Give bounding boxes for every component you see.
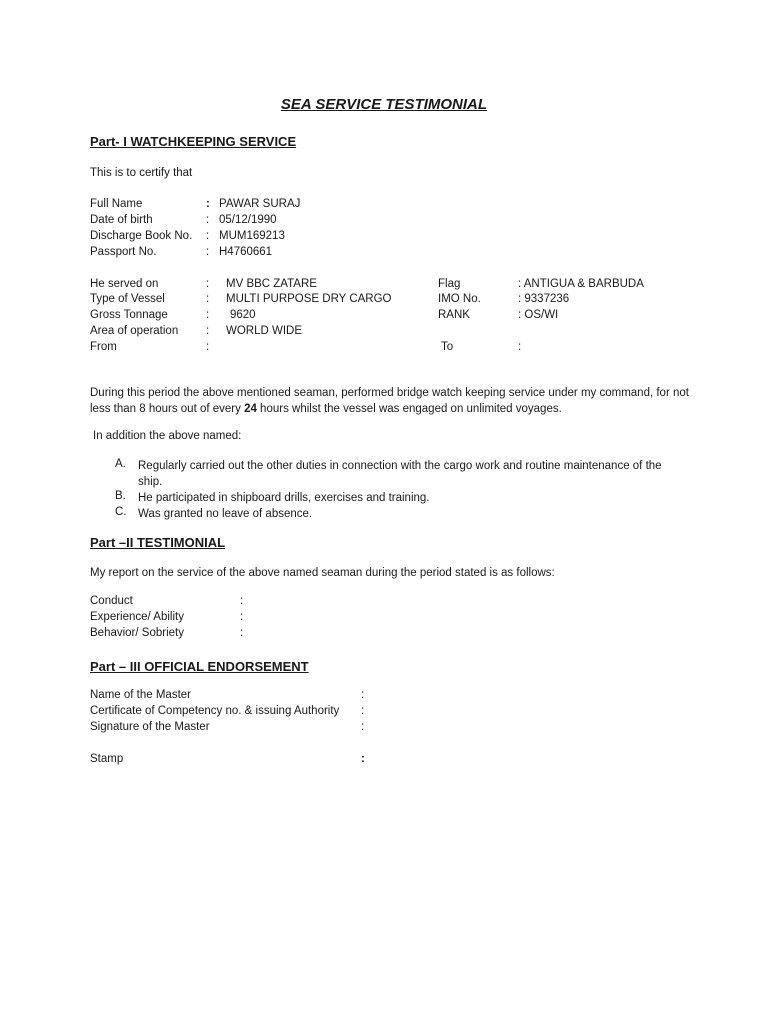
field-colon: : bbox=[361, 721, 365, 733]
field-label: Discharge Book No. bbox=[90, 230, 193, 242]
vessel-type-value: MULTI PURPOSE DRY CARGO bbox=[226, 293, 392, 305]
field-label: From bbox=[90, 341, 117, 353]
field-label: Conduct bbox=[90, 595, 133, 607]
document-title: SEA SERVICE TESTIMONIAL bbox=[280, 96, 488, 113]
dob-value: 05/12/1990 bbox=[219, 214, 277, 226]
to-value: : bbox=[518, 341, 522, 353]
list-item: Was granted no leave of absence. bbox=[138, 508, 313, 520]
field-label: To bbox=[441, 341, 454, 353]
statement-text: During this period the above mentioned seaman, performed bridge watch keeping service under my command, for not less than 8 hours out of every bbox=[90, 387, 689, 415]
field-label: IMO No. bbox=[438, 293, 481, 305]
field-colon: : bbox=[206, 198, 210, 210]
report-intro: My report on the service of the above named seaman during the period stated is as follows: bbox=[90, 567, 555, 579]
field-label: Date of birth bbox=[90, 214, 153, 226]
statement-hours: 24 bbox=[244, 403, 257, 415]
list-item: Regularly carried out the other duties in connection with the cargo work and routine maintenance of the ship. bbox=[138, 460, 662, 488]
field-label: Type of Vessel bbox=[90, 293, 165, 305]
field-colon: : bbox=[240, 595, 244, 607]
field-label: Signature of the Master bbox=[90, 721, 210, 733]
part3-heading: Part – III OFFICIAL ENDORSEMENT bbox=[90, 659, 309, 674]
list-marker: B. bbox=[115, 490, 126, 502]
stamp-colon: : bbox=[361, 753, 365, 765]
discharge-book-value: MUM169213 bbox=[219, 230, 285, 242]
field-colon: : bbox=[206, 246, 210, 258]
part2-heading: Part –II TESTIMONIAL bbox=[90, 535, 226, 550]
field-label: Name of the Master bbox=[90, 689, 191, 701]
field-label: Certificate of Competency no. & issuing Authority bbox=[90, 705, 340, 717]
field-label: Area of operation bbox=[90, 325, 179, 337]
field-label: He served on bbox=[90, 278, 159, 290]
list-marker: A. bbox=[115, 458, 126, 470]
field-label: Experience/ Ability bbox=[90, 611, 184, 623]
field-colon: : bbox=[206, 325, 210, 337]
statement-text: hours whilst the vessel was engaged on unlimited voyages. bbox=[256, 403, 562, 415]
imo-value: : 9337236 bbox=[518, 293, 570, 305]
field-label: Behavior/ Sobriety bbox=[90, 627, 184, 639]
field-colon: : bbox=[206, 341, 210, 353]
list-marker: C. bbox=[115, 506, 127, 518]
gross-tonnage-value: 9620 bbox=[230, 309, 256, 321]
field-colon: : bbox=[240, 627, 244, 639]
addition-text: In addition the above named: bbox=[93, 430, 242, 442]
field-colon: : bbox=[206, 214, 210, 226]
list-item: He participated in shipboard drills, exercises and training. bbox=[138, 492, 430, 504]
field-colon: : bbox=[206, 293, 210, 305]
rank-value: : OS/WI bbox=[518, 309, 559, 321]
field-colon: : bbox=[240, 611, 244, 623]
vessel-name-value: MV BBC ZATARE bbox=[226, 278, 317, 290]
field-colon: : bbox=[206, 309, 210, 321]
field-label: Passport No. bbox=[90, 246, 157, 258]
full-name-value: PAWAR SURAJ bbox=[219, 198, 301, 210]
field-colon: : bbox=[361, 705, 365, 717]
field-label: RANK bbox=[438, 309, 470, 321]
field-label: Gross Tonnage bbox=[90, 309, 168, 321]
field-label: Full Name bbox=[90, 198, 143, 210]
field-colon: : bbox=[206, 230, 210, 242]
field-colon: : bbox=[206, 278, 210, 290]
field-colon: : bbox=[361, 689, 365, 701]
field-label: Flag bbox=[438, 278, 461, 290]
area-operation-value: WORLD WIDE bbox=[226, 325, 303, 337]
certify-intro: This is to certify that bbox=[90, 167, 193, 179]
passport-value: H4760661 bbox=[219, 246, 273, 258]
flag-value: : ANTIGUA & BARBUDA bbox=[518, 278, 644, 290]
stamp-label: Stamp bbox=[90, 753, 124, 765]
service-statement bbox=[90, 385, 690, 417]
part1-heading: Part- I WATCHKEEPING SERVICE bbox=[90, 134, 297, 149]
